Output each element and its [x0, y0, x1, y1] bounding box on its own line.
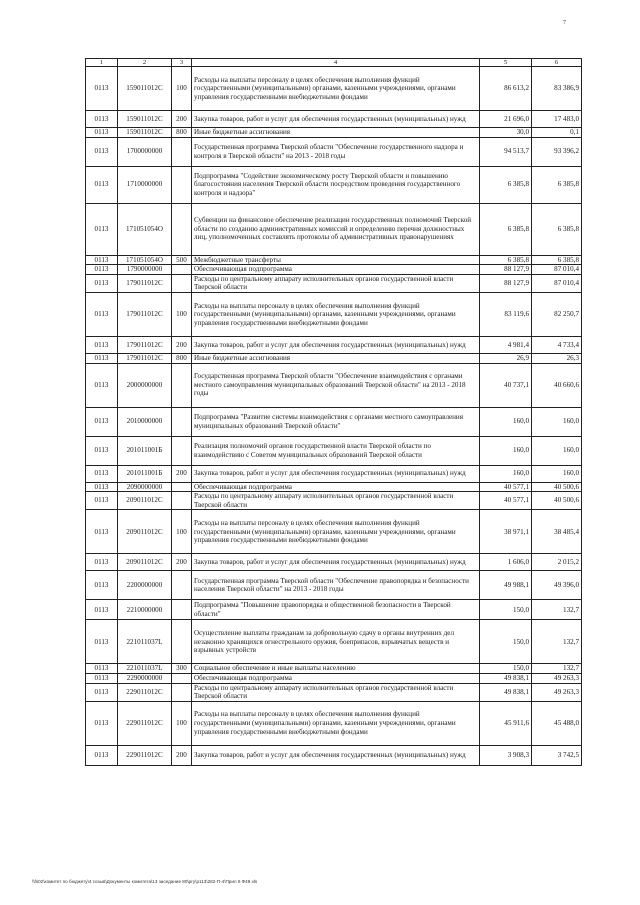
cell-amount-1: 88 127,9 [480, 274, 532, 292]
cell-amount-2: 49 396,0 [532, 571, 582, 600]
footer-file-path: \\fs02\комитет по бюджету\4 созыв\Документы комитета\13 заседание 80\ргу\р113\282-П-4\Прил 5 Ф49.xls [32, 879, 258, 884]
cell-code: 1710000000 [118, 166, 172, 203]
cell-description: Социальное обеспечение и иные выплаты населению [192, 664, 480, 674]
cell-code: 229011012С [118, 745, 172, 765]
cell-expense-type: 200 [172, 336, 192, 353]
cell-amount-1: 49 988,1 [480, 571, 532, 600]
cell-amount-2: 45 488,0 [532, 701, 582, 745]
cell-description: Обеспечивающая подпрограмма [192, 482, 480, 492]
cell-amount-1: 3 908,3 [480, 745, 532, 765]
cell-code: 2010000000 [118, 407, 172, 436]
cell-description: Расходы на выплаты персоналу в целях обеспечения выполнения функций государственными (муниципальными) органами, казенными учреждениями, органами управления государственными внебюджетными фондами [192, 701, 480, 745]
cell-description: Государственная программа Тверской области "Обеспечение государственного надзора и контроля в Тверской области" на 2013 - 2018 годы [192, 137, 480, 166]
cell-amount-2: 160,0 [532, 407, 582, 436]
cell-expense-type: 200 [172, 465, 192, 482]
cell-code: 221011037L [118, 664, 172, 674]
cell-section: 0113 [86, 137, 118, 166]
table-row [86, 510, 582, 554]
cell-amount-2: 26,3 [532, 353, 582, 363]
cell-description: Расходы на выплаты персоналу в целях обеспечения выполнения функций государственными (муниципальными) органами, казенными учреждениями, органами управления государственными внебюджетными фондами [192, 67, 480, 111]
header-amount-1: 5 [480, 59, 532, 67]
cell-amount-2: 3 742,5 [532, 745, 582, 765]
header-type: 3 [172, 59, 192, 67]
cell-section: 0113 [86, 745, 118, 765]
cell-amount-1: 45 911,6 [480, 701, 532, 745]
cell-code: 2210000000 [118, 600, 172, 620]
table-row [86, 436, 582, 465]
cell-amount-1: 86 613,2 [480, 67, 532, 111]
cell-code: 2090000000 [118, 482, 172, 492]
cell-amount-1: 40 577,1 [480, 482, 532, 492]
table-row [86, 111, 582, 128]
cell-code: 229011012С [118, 683, 172, 701]
cell-amount-1: 1 606,0 [480, 554, 532, 571]
cell-section: 0113 [86, 166, 118, 203]
cell-amount-2: 4 733,4 [532, 336, 582, 353]
cell-section: 0113 [86, 111, 118, 128]
cell-description: Иные бюджетные ассигнования [192, 353, 480, 363]
cell-amount-2: 132,7 [532, 600, 582, 620]
table-row [86, 600, 582, 620]
cell-code: 2200000000 [118, 571, 172, 600]
cell-code: 1790000000 [118, 265, 172, 275]
cell-amount-1: 38 971,1 [480, 510, 532, 554]
cell-amount-1: 30,0 [480, 128, 532, 138]
table-row [86, 664, 582, 674]
cell-amount-1: 150,0 [480, 620, 532, 664]
cell-amount-1: 88 127,9 [480, 265, 532, 275]
cell-amount-2: 40 500,6 [532, 492, 582, 510]
cell-amount-2: 87 010,4 [532, 265, 582, 275]
cell-section: 0113 [86, 620, 118, 664]
cell-amount-1: 49 838,1 [480, 683, 532, 701]
cell-code: 221011037L [118, 620, 172, 664]
cell-amount-1: 83 119,6 [480, 292, 532, 336]
cell-description: Закупка товаров, работ и услуг для обеспечения государственных (муниципальных) нужд [192, 111, 480, 128]
cell-amount-1: 6 385,8 [480, 166, 532, 203]
cell-code: 201011001Б [118, 436, 172, 465]
cell-amount-1: 6 385,8 [480, 255, 532, 265]
cell-code: 179011012С [118, 292, 172, 336]
cell-amount-2: 160,0 [532, 436, 582, 465]
table-row [86, 407, 582, 436]
cell-amount-2: 87 010,4 [532, 274, 582, 292]
cell-section: 0113 [86, 492, 118, 510]
cell-description: Расходы по центральному аппарату исполнительных органов государственной власти Тверской области [192, 492, 480, 510]
cell-amount-1: 150,0 [480, 664, 532, 674]
table-row [86, 166, 582, 203]
cell-expense-type [172, 265, 192, 275]
header-amount-2: 6 [532, 59, 582, 67]
cell-code: 2290000000 [118, 673, 172, 683]
cell-section: 0113 [86, 701, 118, 745]
header-description: 4 [192, 59, 480, 67]
table-row [86, 673, 582, 683]
cell-expense-type: 500 [172, 255, 192, 265]
cell-code: 179011012С [118, 353, 172, 363]
cell-code: 209011012С [118, 554, 172, 571]
table-row [86, 255, 582, 265]
cell-description: Межбюджетные трансферты [192, 255, 480, 265]
cell-expense-type [172, 137, 192, 166]
cell-amount-2: 0,1 [532, 128, 582, 138]
cell-amount-1: 40 737,1 [480, 363, 532, 407]
cell-amount-1: 21 696,0 [480, 111, 532, 128]
cell-expense-type [172, 363, 192, 407]
cell-section: 0113 [86, 683, 118, 701]
cell-section: 0113 [86, 571, 118, 600]
table-row [86, 67, 582, 111]
cell-description: Реализация полномочий органов государственной власти Тверской области по взаимодействию с Советом муниципальных образований Тверской области [192, 436, 480, 465]
cell-amount-1: 26,9 [480, 353, 532, 363]
cell-expense-type [172, 571, 192, 600]
cell-description: Закупка товаров, работ и услуг для обеспечения государственных (муниципальных) нужд [192, 465, 480, 482]
cell-section: 0113 [86, 67, 118, 111]
cell-section: 0113 [86, 673, 118, 683]
cell-amount-2: 49 263,3 [532, 683, 582, 701]
page-number: 7 [563, 20, 566, 26]
cell-expense-type: 100 [172, 67, 192, 111]
cell-description: Расходы на выплаты персоналу в целях обеспечения выполнения функций государственными (муниципальными) органами, казенными учреждениями, органами управления государственными внебюджетными фондами [192, 292, 480, 336]
cell-code: 159011012С [118, 128, 172, 138]
cell-expense-type: 200 [172, 745, 192, 765]
cell-description: Расходы по центральному аппарату исполнительных органов государственной власти Тверской области [192, 683, 480, 701]
cell-expense-type [172, 407, 192, 436]
cell-description: Закупка товаров, работ и услуг для обеспечения государственных (муниципальных) нужд [192, 745, 480, 765]
cell-code: 2000000000 [118, 363, 172, 407]
table-row [86, 620, 582, 664]
cell-expense-type [172, 600, 192, 620]
cell-description: Иные бюджетные ассигнования [192, 128, 480, 138]
cell-amount-1: 40 577,1 [480, 492, 532, 510]
table-row [86, 137, 582, 166]
cell-description: Осуществление выплаты гражданам за добровольную сдачу в органы внутренних дел незаконно хранящихся огнестрельного оружия, боеприпасов, взрывчатых веществ и взрывных устройств [192, 620, 480, 664]
cell-amount-2: 160,0 [532, 465, 582, 482]
cell-section: 0113 [86, 363, 118, 407]
cell-description: Государственная программа Тверской области "Обеспечение правопорядка и безопасности населения Тверской области" на 2013 - 2018 годы [192, 571, 480, 600]
cell-section: 0113 [86, 274, 118, 292]
cell-section: 0113 [86, 407, 118, 436]
table-row [86, 492, 582, 510]
table-row [86, 128, 582, 138]
cell-code: 201011001Б [118, 465, 172, 482]
cell-expense-type [172, 482, 192, 492]
cell-description: Подпрограмма "Повышение правопорядка и общественной безопасности в Тверской области" [192, 600, 480, 620]
cell-amount-2: 40 500,6 [532, 482, 582, 492]
table-header-row [86, 59, 582, 67]
table-row [86, 701, 582, 745]
cell-description: Государственная программа Тверской области "Обеспечение взаимодействия с органами местного самоуправления муниципальных образований Тверской области" на 2013 - 2018 годы [192, 363, 480, 407]
cell-code: 159011012С [118, 111, 172, 128]
cell-description: Обеспечивающая подпрограмма [192, 265, 480, 275]
cell-section: 0113 [86, 510, 118, 554]
cell-amount-2: 6 385,8 [532, 203, 582, 255]
cell-amount-2: 6 385,8 [532, 166, 582, 203]
cell-expense-type: 800 [172, 128, 192, 138]
cell-expense-type [172, 673, 192, 683]
header-code: 2 [118, 59, 172, 67]
cell-expense-type: 300 [172, 664, 192, 674]
cell-amount-1: 160,0 [480, 407, 532, 436]
cell-section: 0113 [86, 353, 118, 363]
table-row [86, 745, 582, 765]
cell-description: Закупка товаров, работ и услуг для обеспечения государственных (муниципальных) нужд [192, 554, 480, 571]
table-row [86, 683, 582, 701]
cell-code: 209011012С [118, 510, 172, 554]
cell-amount-1: 49 838,1 [480, 673, 532, 683]
cell-section: 0113 [86, 436, 118, 465]
cell-expense-type [172, 166, 192, 203]
cell-section: 0113 [86, 664, 118, 674]
cell-amount-2: 93 396,2 [532, 137, 582, 166]
cell-amount-2: 38 485,4 [532, 510, 582, 554]
cell-expense-type: 100 [172, 510, 192, 554]
cell-amount-2: 83 386,9 [532, 67, 582, 111]
cell-section: 0113 [86, 336, 118, 353]
cell-expense-type: 200 [172, 554, 192, 571]
cell-section: 0113 [86, 128, 118, 138]
cell-section: 0113 [86, 465, 118, 482]
cell-expense-type [172, 274, 192, 292]
cell-description: Субвенции на финансовое обеспечение реализации государственных полномочий Тверской области по созданию административных комиссий и определению перечня должностных лиц, уполномоченных составлять протоколы об административных правонарушениях [192, 203, 480, 255]
table-row [86, 353, 582, 363]
table-row [86, 274, 582, 292]
cell-code: 171051054О [118, 203, 172, 255]
cell-code: 179011012С [118, 274, 172, 292]
cell-section: 0113 [86, 255, 118, 265]
cell-description: Подпрограмма "Содействие экономическому росту Тверской области и повышению благосостояния населения Тверской области посредством проведения государственного контроля и надзора" [192, 166, 480, 203]
table-row [86, 465, 582, 482]
cell-amount-1: 150,0 [480, 600, 532, 620]
budget-table [85, 58, 582, 766]
cell-expense-type [172, 492, 192, 510]
table-row [86, 363, 582, 407]
cell-amount-2: 6 385,8 [532, 255, 582, 265]
cell-expense-type [172, 203, 192, 255]
table-row [86, 554, 582, 571]
cell-code: 1700000000 [118, 137, 172, 166]
cell-code: 179011012С [118, 336, 172, 353]
cell-expense-type: 100 [172, 701, 192, 745]
cell-expense-type: 800 [172, 353, 192, 363]
cell-amount-2: 132,7 [532, 664, 582, 674]
cell-expense-type [172, 620, 192, 664]
cell-section: 0113 [86, 265, 118, 275]
header-section: 1 [86, 59, 118, 67]
cell-amount-2: 17 483,0 [532, 111, 582, 128]
cell-description: Расходы по центральному аппарату исполнительных органов государственной власти Тверской области [192, 274, 480, 292]
cell-description: Закупка товаров, работ и услуг для обеспечения государственных (муниципальных) нужд [192, 336, 480, 353]
cell-expense-type [172, 683, 192, 701]
cell-description: Подпрограмма "Развитие системы взаимодействия с органами местного самоуправления муниципальных образований Тверской области" [192, 407, 480, 436]
table-row [86, 336, 582, 353]
cell-expense-type [172, 436, 192, 465]
cell-amount-1: 160,0 [480, 465, 532, 482]
table-row [86, 571, 582, 600]
cell-amount-1: 4 981,4 [480, 336, 532, 353]
cell-section: 0113 [86, 554, 118, 571]
cell-amount-2: 132,7 [532, 620, 582, 664]
table-row [86, 203, 582, 255]
cell-amount-1: 94 513,7 [480, 137, 532, 166]
cell-expense-type: 100 [172, 292, 192, 336]
cell-amount-2: 40 660,6 [532, 363, 582, 407]
cell-amount-2: 82 250,7 [532, 292, 582, 336]
cell-code: 229011012С [118, 701, 172, 745]
table-row [86, 292, 582, 336]
cell-amount-2: 2 015,2 [532, 554, 582, 571]
cell-section: 0113 [86, 203, 118, 255]
cell-amount-2: 49 263,3 [532, 673, 582, 683]
cell-description: Расходы на выплаты персоналу в целях обеспечения выполнения функций государственными (муниципальными) органами, казенными учреждениями, органами управления государственными внебюджетными фондами [192, 510, 480, 554]
cell-expense-type: 200 [172, 111, 192, 128]
table-row [86, 482, 582, 492]
cell-section: 0113 [86, 482, 118, 492]
cell-section: 0113 [86, 292, 118, 336]
cell-code: 209011012С [118, 492, 172, 510]
table-body [86, 67, 582, 766]
table-row [86, 265, 582, 275]
cell-description: Обеспечивающая подпрограмма [192, 673, 480, 683]
cell-amount-1: 160,0 [480, 436, 532, 465]
cell-amount-1: 6 385,8 [480, 203, 532, 255]
cell-code: 171051054О [118, 255, 172, 265]
cell-code: 159011012С [118, 67, 172, 111]
cell-section: 0113 [86, 600, 118, 620]
